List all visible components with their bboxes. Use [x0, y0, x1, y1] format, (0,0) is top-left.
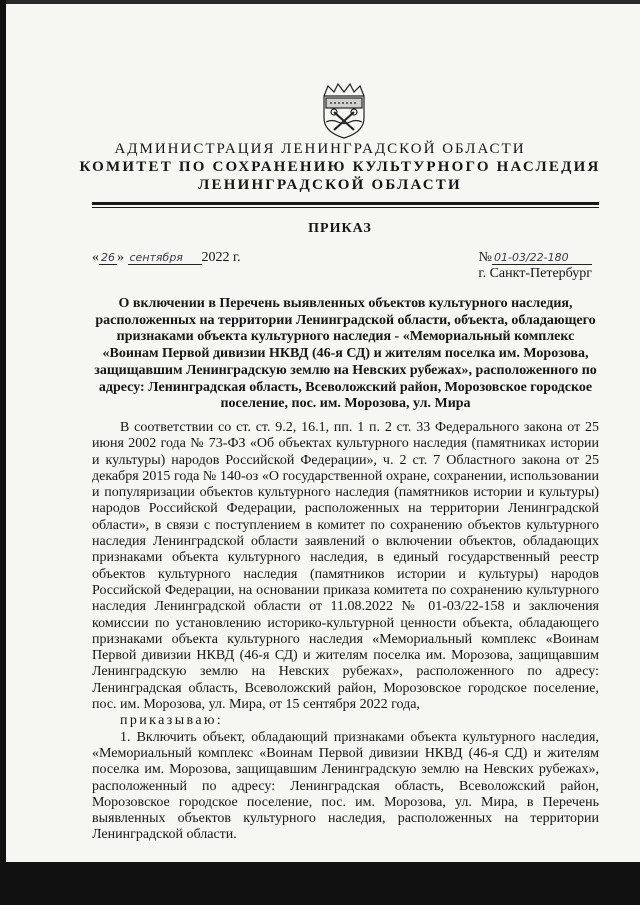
date-year: 2022 г. [201, 250, 241, 265]
date-close-quote: » [117, 250, 124, 265]
scan-edge-bottom [0, 862, 640, 905]
preamble-paragraph: В соответствии со ст. ст. 9.2, 16.1, пп. 1 п. 2 ст. 33 Федерального закона от 25 июня 2002 года № 73-ФЗ «Об объектах культурного наследия (памятниках истории и культуры) народов Российской Федерации», ч. 2 ст. 7 Областного закона от 25 декабря 2015 года № 140-оз «О государственной охране, сохранении, использовании и популяризации объектов культурного наследия (памятников истории и культуры) народов Российской Федерации, расположенных на территории Ленинградской области», в связи с поступлением в комитет по сохранению объектов культурного наследия Ленинградской области заявлений о включении объектов, обладающих признаками объекта культурного наследия, в единый государственный реестр объектов культурного наследия (памятников истории и культуры) народов Российской Федерации, на основании приказа комитета по сохранению культурного наследия Ленинградской области от 11.08.2022 № 01-03/22-158 и заключения комиссии по установлению историко-культурной ценности объекта, обладающего признаками объекта культурного наследия «Мемориальный комплекс «Воинам Первой дивизии НКВД (46-я СД) и жителям поселка им. Морозова, защищавшим Ленинградскую землю на Невских рубежах», расположенного по адресу: Ленинградская область, Всеволожский район, Морозовское городское поселение, пос. им. Морозова, ул. Мира, от 15 сентября 2022 года, [92, 420, 599, 713]
order-body [92, 420, 599, 844]
date-month: сентября [128, 251, 202, 265]
order-subject: О включении в Перечень выявленных объектов культурного наследия, расположенных на территории Ленинградской области, объекта, обладающего признаками объекта культурного наследия - «Мемориальный комплекс «Воинам Первой дивизии НКВД (46-я СД) и жителям поселка им. Морозова, защищавшим Ленинградскую землю на Невских рубежах», расположенного по адресу: Ленинградская область, Всеволожский район, Морозовское городское поселение, пос. им. Морозова, ул. Мира [94, 296, 597, 412]
committee-name-line2: ЛЕНИНГРАДСКОЙ ОБЛАСТИ [198, 177, 462, 193]
coat-of-arms-icon [318, 80, 370, 140]
document-type: ПРИКАЗ [308, 221, 372, 236]
number-prefix: № [478, 250, 492, 265]
order-date [92, 250, 241, 266]
scan-edge-left [0, 0, 6, 905]
date-day: 26 [101, 251, 115, 264]
number-value: 01-03/22-180 [492, 251, 592, 265]
scan-edge-top [0, 0, 640, 4]
administration-name: АДМИНИСТРАЦИЯ ЛЕНИНГРАДСКОЙ ОБЛАСТИ [114, 141, 526, 157]
header-divider-thin [92, 207, 599, 208]
committee-name-line1: КОМИТЕТ ПО СОХРАНЕНИЮ КУЛЬТУРНОГО НАСЛЕДИЯ [79, 159, 601, 175]
order-item-1: 1. Включить объект, обладающий признаками объекта культурного наследия, «Мемориальный комплекс «Воинам Первой дивизии НКВД (46-я СД) и жителям поселка им. Морозова, защищавшим Ленинградскую землю на Невских рубежах», расположенный по адресу: Ленинградская область, Всеволожский район, Морозовское городское поселение, пос. им. Морозова, ул. Мира, в Перечень выявленных объектов культурного наследия, расположенных на территории Ленинградской области. [92, 729, 599, 843]
header-divider-thick [92, 202, 599, 205]
date-open-quote: « [92, 250, 99, 265]
order-number [479, 250, 592, 266]
issue-place: г. Санкт-Петербург [478, 266, 592, 281]
order-word: приказываю: [120, 713, 224, 729]
